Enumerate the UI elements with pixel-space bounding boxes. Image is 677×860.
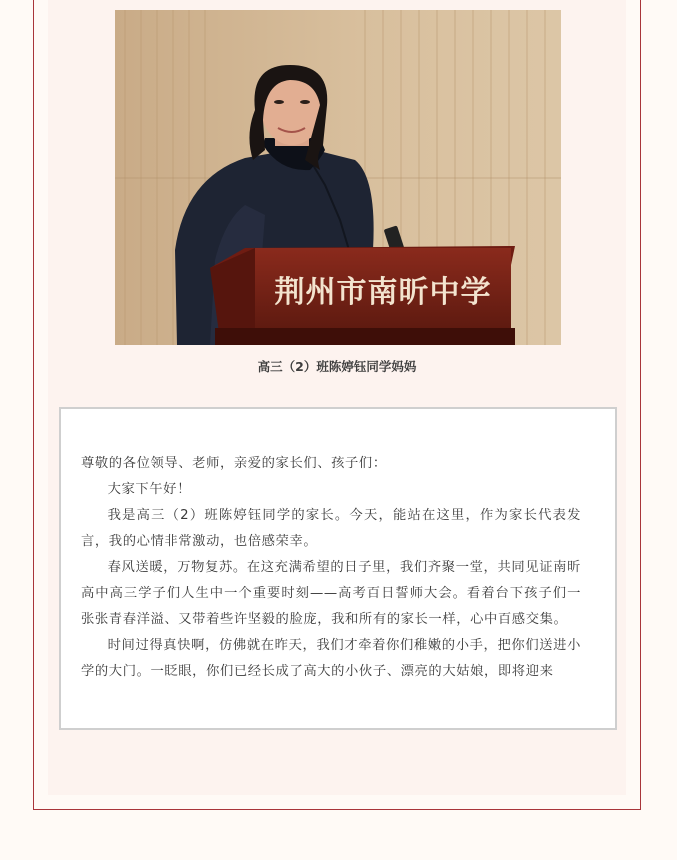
speech-paragraph: 春风送暖，万物复苏。在这充满希望的日子里，我们齐聚一堂，共同见证南昕高中高三学子们人生中一个重要时刻——高考百日誓师大会。看着台下孩子们一张张青春洋溢、又带着些许坚毅的脸庞，我和所有的家长一样，心中百感交集。 [81,560,581,627]
speech-scroll-area[interactable] [81,451,581,703]
speaker-photo [115,10,561,345]
speech-paragraph: 我是高三（2）班陈婷钰同学的家长。今天，能站在这里，作为家长代表发言，我的心情非常激动，也倍感荣幸。 [81,508,581,549]
speech-text-box[interactable] [59,407,617,730]
speech-salutation: 尊敬的各位领导、老师，亲爱的家长们、孩子们： [81,456,387,471]
podium-school-name: 荆州市南昕中学 [274,275,492,310]
speech-paragraph: 大家下午好！ [107,482,191,497]
speech-paragraph: 时间过得真快啊，仿佛就在昨天，我们才牵着你们稚嫩的小手，把你们送进小学的大门。一眨眼，你们已经长成了高大的小伙子、漂亮的大姑娘，即将迎来 [81,638,581,679]
photo-caption: 高三（2）班陈婷钰同学妈妈 [257,359,417,374]
